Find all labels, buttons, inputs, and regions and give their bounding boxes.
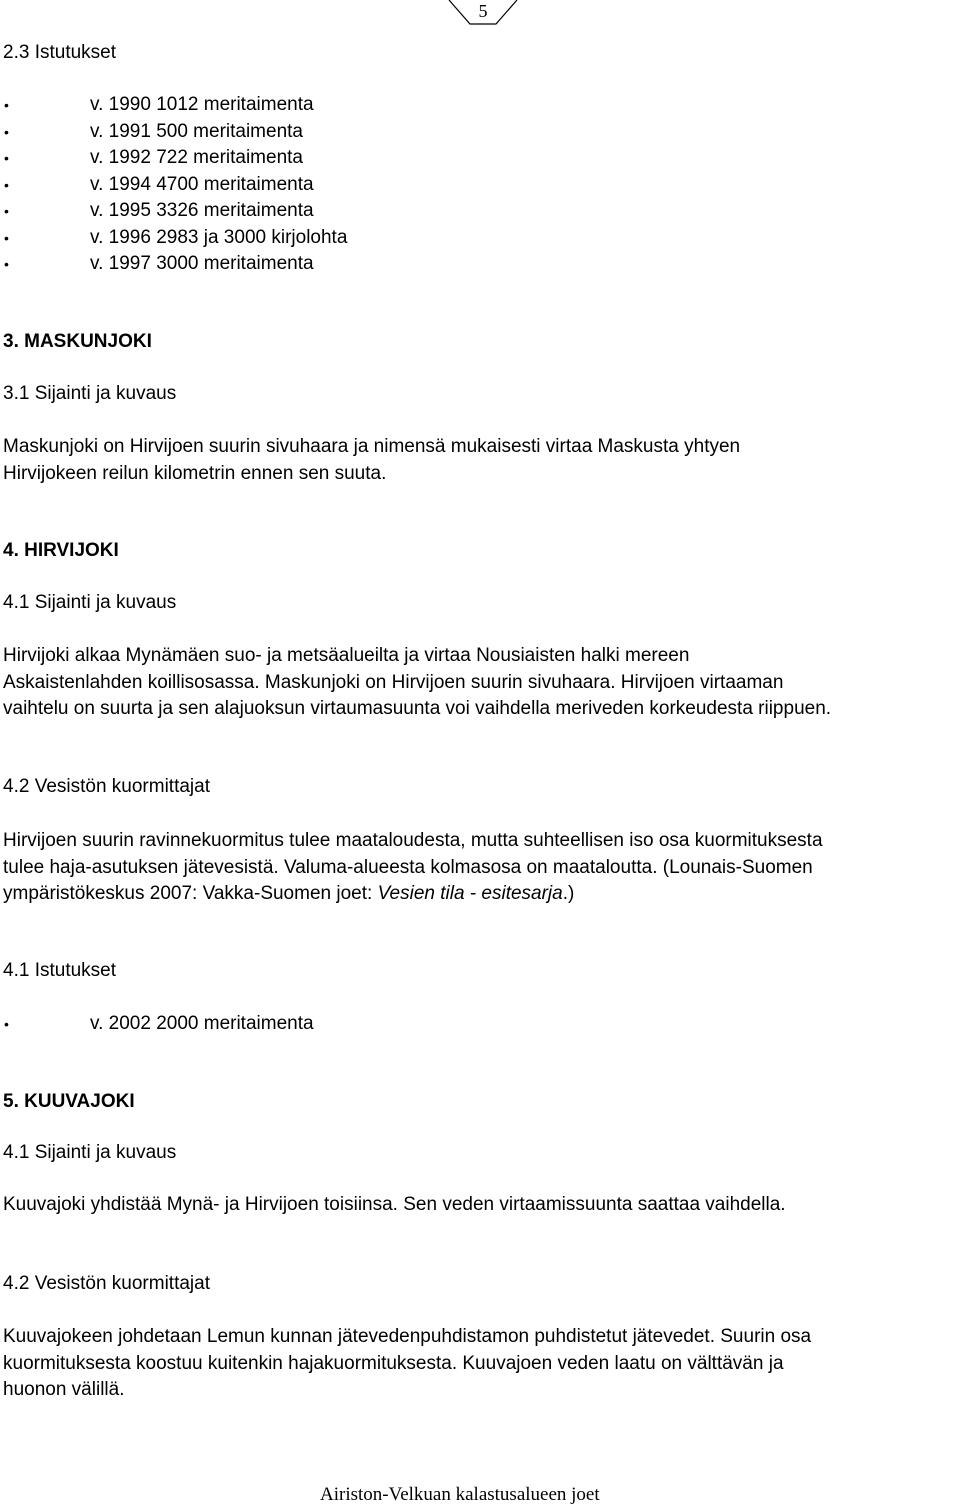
- list-item: • v. 2002 2000 meritaimenta: [0, 1011, 400, 1038]
- citation-end: .): [562, 883, 575, 904]
- paragraph-line: Askaistenlahden koillisosassa. Maskunjoki on Hirvijoen suurin sivuhaara. Hirvijoen virtaaman: [3, 671, 784, 693]
- heading-4-1-sijainti: 4.1 Sijainti ja kuvaus: [3, 592, 177, 613]
- bullet-icon: •: [4, 176, 9, 193]
- heading-3-maskunjoki: 3. MASKUNJOKI: [3, 331, 152, 352]
- bullet-icon: •: [4, 203, 9, 219]
- citation-text: ympäristökeskus 2007: Vakka-Suomen joet:: [3, 883, 378, 904]
- citation-title: Vesien tila - esitesarja: [377, 883, 563, 904]
- heading-2-3-istutukset: 2.3 Istutukset: [3, 42, 117, 63]
- heading-3-1-sijainti: 3.1 Sijainti ja kuvaus: [3, 383, 177, 404]
- paragraph-kuuvajoki-loading: [3, 1324, 811, 1404]
- paragraph-kuuvajoki-description: Kuuvajoki yhdistää Mynä- ja Hirvijoen toisiinsa. Sen veden virtaamissuunta saattaa vaihdella.: [3, 1194, 786, 1215]
- paragraph-line: kuormituksesta koostuu kuitenkin hajakuormituksesta. Kuuvajoen veden laatu on välttävän ja: [3, 1352, 784, 1374]
- bullet-icon: •: [4, 97, 9, 113]
- page-footer: Airiston-Velkuan kalastusalueen joet: [320, 1484, 600, 1505]
- page-number: 5: [478, 1, 488, 21]
- paragraph-line: huonon välillä.: [3, 1379, 125, 1400]
- heading-4-1-istutukset: 4.1 Istutukset: [3, 960, 117, 981]
- paragraph-line: Hirvijoki alkaa Mynämäen suo- ja metsäalueilta ja virtaa Nousiaisten halki mereen: [3, 645, 690, 666]
- bullet-icon: •: [4, 150, 9, 166]
- paragraph-line: Kuuvajokeen johdetaan Lemun kunnan jätevedenpuhdistamon puhdistetut jätevedet. Suurin osa: [3, 1326, 812, 1347]
- paragraph-maskunjoki: [3, 434, 740, 487]
- heading-4-hirvijoki: 4. HIRVIJOKI: [3, 540, 119, 561]
- bullet-icon: •: [4, 1016, 9, 1032]
- heading-kuuvajoki-kuormittajat: 4.2 Vesistön kuormittajat: [3, 1273, 210, 1294]
- paragraph-line: [3, 881, 823, 908]
- heading-kuuvajoki-sijainti: 4.1 Sijainti ja kuvaus: [3, 1142, 177, 1163]
- bullet-icon: •: [4, 256, 9, 272]
- paragraph-line: Hirvijoen suurin ravinnekuormitus tulee maataloudesta, mutta suhteellisen iso osa kuormituksesta: [3, 830, 823, 851]
- bullet-icon: •: [4, 123, 9, 140]
- paragraph-line: tulee haja-asutuksen jätevesistä. Valuma-alueesta kolmasosa on maataloutta. (Lounais-Suomen: [3, 856, 813, 878]
- paragraph-line: Hirvijokeen reilun kilometrin ennen sen suuta.: [3, 462, 387, 484]
- bullet-icon: •: [4, 229, 9, 246]
- page-number-badge: [448, 0, 518, 28]
- paragraph-hirvijoki-loading: [3, 828, 823, 908]
- heading-5-kuuvajoki: 5. KUUVAJOKI: [3, 1091, 135, 1112]
- paragraph-line: Maskunjoki on Hirvijoen suurin sivuhaara ja nimensä mukaisesti virtaa Maskusta yhtyen: [3, 436, 741, 457]
- heading-4-2-kuormittajat: 4.2 Vesistön kuormittajat: [3, 776, 210, 797]
- paragraph-hirvijoki-description: [3, 643, 831, 723]
- paragraph-line: vaihtelu on suurta ja sen alajuoksun virtaumasuunta voi vaihdella meriveden korkeudesta riippuen.: [3, 698, 832, 719]
